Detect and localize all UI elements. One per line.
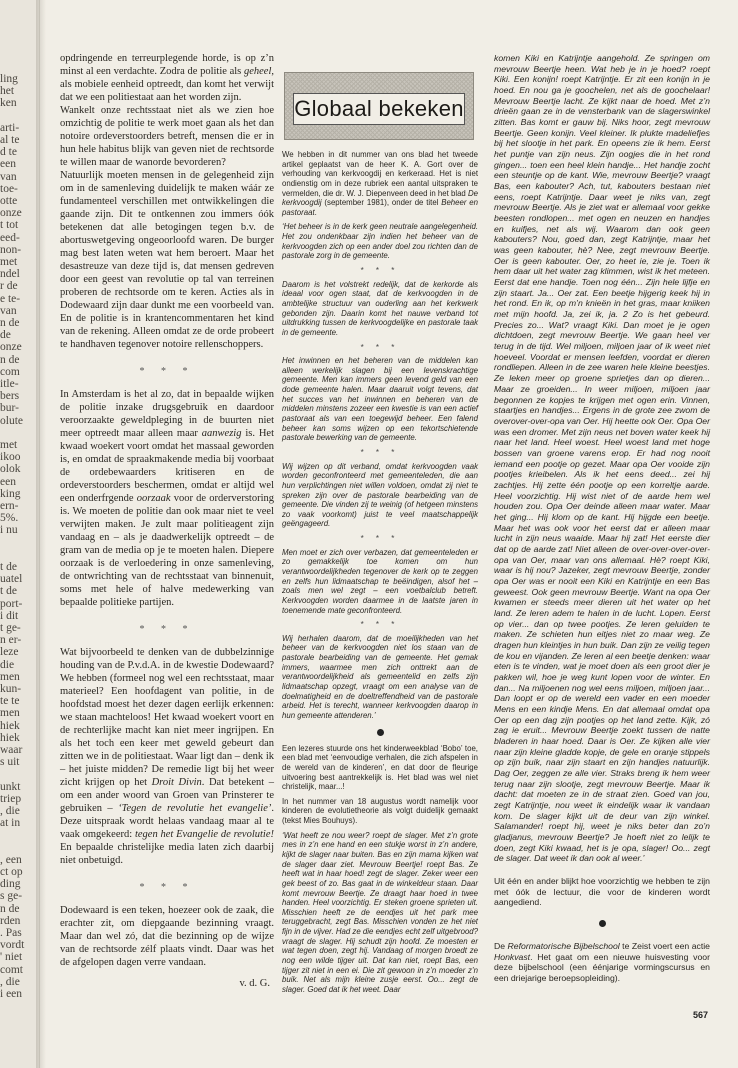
prev-page-fragment: eed- <box>0 231 20 244</box>
prev-page-fragment: n er- <box>0 634 22 647</box>
prev-page-fragment: onze <box>0 341 22 354</box>
paragraph: In Amsterdam is het al zo, dat in bepaalde wijken de politie inzake drugsgebruik en daardoor veroorzaakte geweldpleging in de buurten niet meer optreedt maar alleen maar aanwezig is. Het kwaad woekert voort omdat het massaal geworden is, en omdat de spraakmakende media bij voorbaat de ordebewaarders kritiseren en de ordeverstoorders beschermen, omdat er altijd wel een onderfrgende oorzaak voor de orderverstoring is. We moeten de politie dan ook maar niet te veel verwijten maken. Je zult maar politieagent zijn vandaag en – als je daadwerkelijk optreedt – de gram van de media op je te moeten halen. Diepere oorzaak is de verloedering in onze samenleving, de ontwrichting van de rechtsstaat van binnenuit, soms met hele of halve medewerking van bepaalde politieke partijen. <box>60 389 275 608</box>
prev-page-fragment: kun- <box>0 683 22 695</box>
paragraph: Uit één en ander blijkt hoe voorzichtig we hebben te zijn met óók de lectuur, die voor de kinderen wordt aangediend. <box>494 876 710 908</box>
bullet-dot <box>377 729 384 736</box>
prev-page-fragment: port- <box>0 597 23 610</box>
column-right <box>494 53 710 987</box>
prev-page-fragment: een <box>0 158 16 171</box>
paragraph: Dodewaard is een teken, hoezeer ook de zaak, die erachter zit, om diepgaande bezinning vraagt. Maar dan wel zó, dat die bezinning op de wijze van de rechtsorde zélf plaats vindt. Daar was het de afgelopen dagen verre vandaan. <box>60 905 274 968</box>
paragraph: opdringende en terreurplegende horde, is op z’n minst al een verdachte. Zodra de politie als geheel, als mobiele eenheid optreedt, dan komt het verwijt dat we een politiestaat aan het worden zijn. <box>60 53 274 103</box>
paragraph: Natuurlijk moeten mensen in de gelegenheid zijn om in de samenleving duidelijk te maken wáár ze fundamenteel verschillen met ontwikkelingen die gaande zijn. Dit te ontkennen zou immers óók betekenen dat alle betogingen tegen b.v. de abortuswetgeving ongeoorloofd waren. De burger mag best laten weten wat hem beroert. Maar het desastreuze van deze tijd is, dat mensen gedreven door een geest van revolutie op tal van terreinen proberen de rechtsorde om te keren. Acties als in Dodewaard zijn daar dunkt me een voorbeeld van. En de politie is in krantencommentaren het kind van de rekening. Alleen omdat ze de orde probeert te handhaven tegenover notoire rellenschoppers. <box>60 170 274 350</box>
quote-paragraph: Wij wijzen op dit verband, omdat kerkvoogden vaak worden geconfronteerd met gemeenteleden, die aan hun verplichtingen niet willen voldoen, omdat zij niet te spreken zijn over de pastorale bearbeiding van de gemeente. Die vinden zij te weinig (of hetgeen minstens zo vaak voorkomt) juist te veel maatschappelijk geëngageerd. <box>282 461 478 529</box>
prev-page-fragment: . Pas <box>0 927 22 939</box>
prev-page-fragment: hiek <box>0 731 20 744</box>
prev-page-fragment: n de <box>0 317 20 329</box>
prev-page-fragment: n de <box>0 902 20 915</box>
quote-paragraph: Wij herhalen daarom, dat de moeilijkheden van het beheer van de kerkvoogden niet los staan van de pastorale bearbeiding van de gemeente. Het gemak immers, waarmee men zich onttrekt aan de verantwoordelijkheid als gemeentelid en zelfs zijn lidmaatschap opzegt, vraagt om een analyse van de doelmatigheid en de doeltreffendheid van de pastorale arbeid. Het is terecht, wanneer kerkvoogden daarop in hun gemeente attenderen.’ <box>282 633 478 720</box>
prev-page-fragment: ndel <box>0 268 20 281</box>
prev-page-fragment: arti- <box>0 121 20 134</box>
prev-page-fragment: , die <box>0 975 20 988</box>
prev-page-fragment: s uit <box>0 756 20 769</box>
prev-page-fragment: bers <box>0 390 20 403</box>
quote-paragraph: Men moet er zich over verbazen, dat gemeenteleden er zo gemakkelijk toe komen om hun verantwoordelijkheden tegenover de kerk op te zeggen en zelfs hun lidmaatschap te beëindigen, alsof het – zoals men wel zegt – een voetbalclub betreft. Kerkvoogden worden daarmee in de laatste jaren in toenemende mate geconfronteerd. <box>282 547 478 615</box>
prev-page-fragment: itle- <box>0 378 19 390</box>
prev-page-fragment: , een <box>0 853 22 866</box>
prev-page-fragment: te te <box>0 695 20 708</box>
prev-page-fragment: een <box>0 475 16 488</box>
prev-page-fragment: ' niet <box>0 951 23 964</box>
column-left <box>60 52 274 990</box>
story-paragraph: ‘Wat heeft ze nou weer? roept de slager. Met z’n grote mes in z’n ene hand en een stukje worst in z’n andere, kijkt de slager naar buiten. Bas en zijn mama kijken wat de slager daar ziet. Mevrouw Beertje! roept Bas. Ze heeft wat in haar hoed! zegt de slager. Zeker weer een gek beest of zo. Bas gaat in de winkeldeur staan. Daar komt mevrouw Beertje. Ze draagt haar hoed in twee handen. Heel voorzichtig. Er steken groene sprieten uit. Misschien heeft ze de eendjes uit het park mee teruggebracht, zegt Bas. Misschien vonden ze het niet fijn in de vijver. Had ze die eendjes echt zelf uitgebrood? vraagt de slager. Hij schudt zijn hoofd. Ze moesten er wat tegen doen, zegt hij. Vandaag of morgen broedt ze nog een wilde tijger uit. Dat kan niet, roept Bas, een tijger zit niet in een ei. Die zit gewoon in z’n moeder z’n buik. Net als mijn kleine zusje eerst. Oo... zegt de slager. Goed dat ik het weet. Daar <box>282 830 478 994</box>
section-separator: * * * <box>139 366 195 377</box>
section-separator: * * * <box>360 534 400 544</box>
prev-page-fragment: leze <box>0 646 19 659</box>
prev-page-fragment: 5%. <box>0 512 19 525</box>
story-paragraph: komen Kiki en Katrijntje aangehold. Ze springen om mevrouw Beertje heen. Wat heb je in je hoed? roept Kiki. Een konijn! roept Katrijntje. Er zit een konijn in je hoed. En nou ga je goochelen, net als de goochelaar! Mevrouw Beertje lacht. Ze kijkt naar de hoed. Met z’n drieën gaan ze in de vensterbank van de slagerswinkel zitten. Bas komt er gauw bij. Niks hoor, zegt mevrouw Beertje. Geen konijn. Veel kleiner. Ik plukte madeliefjes bij het slootje in het park. En opeens zie ik hem. Eerst het puntje van zijn neus. Zijn oogjes die in het rond gingen... toen een heel klein handje... Het handje zocht een steuntje op de kant. Wie, mevrouw Beertje? vraagt Bas, een kabouter? Ach, tut, kabouters bestaan niet eens, roept Katrijntje. Daar weet je niks van, zegt mevrouw Beertje. Als je ziet wat er allemaal voor gekke beesten rondlopen... met ogen en neuzen en handjes en kuifjes, net als wij. Waarom dan ook geen kabouters? Nou, goed dan, zegt Katrijntje, maar het was geen kabouter, hè? Nee, zegt mevrouw Beertje. Oer is geen kabouter. Oer, zo heet ie, zie je. Toen ik hem daar uit het water zag klimmen, wist ik het meteen. Eerst dat ene handje. Toen nog één... Zijn hele lijfje en zijn staart. Ja... Oer zat. Een beetje hijgerig keek hij in het rond. En ik, op m’n knieën in het gras, maar kniiken met mijn hoofd. Ja, zei ik, ja. 2 Zo is het gebeurd. Precies zo... Wat? vraagt Kiki. Dan moet je je ogen dichtdoen, zegt mevrouw Beertje. We gaan heel ver terug in de tijd. Wel miljoen, miljoen jaar of ik weet niet hoeveel. Voordat er mensen leefden, voordat er dieren rondliepen. Alleen in de zee waren hele kleine beestjes. Ze leken meer op groene sprietjes dan op dieren... Maar ze groeiden... In weer miljoen, miljoen jaar begonnen ze kopjes te krijgen met ogen erin. Vinnen, staartjes en handjes... Ergens in de grote zee zwom de overover-over-opa van Oer. Hij heette ook Oer. Opa Oer was een dromer. Met zijn neus net boven water keek hij naar het land. Heel woest. Heel woest land met hoge bossen van groene varens erop. Er had nog nooit iemand een pootje op gezet. Maar opa Oer vooide zijn pootjes krieibelen. Als ik het eens deed... zei hij zachtjes. Hij zette één pootje op een korreltje aarde. Heel voorzichtig. Hij wist niet of de aarde hem wel houden zou. Opa Oer deinde alleen maar water. Maar het ging... Hij klom op de kant. Hij hijgde een beetje. Maar het was ook voor het eerst dat er alleen maar lucht in zijn neus waaide. Maar hij zat! Het eerste dier dat op de aarde zat! Niet alleen de over-over-over-over-opa van Oer, maar van ons allemaal. Hè? roept Kiki, waar is hij nou? Jazeker, zegt mevrouw Beertje, zonder opa Oer was er nooit een Kiki en Katrijntje en een Bas geweest. Ook geen mevrouw Beertje. Want na opa Oer kwamen er steeds meer dieren uit het water op het land. Ze leren adem te halen in de lucht. Lopen. Eerst op vier... dan op twee pootjes. Ze leren geluiden te maken. Ze schieten hun eitjes niet zo maar weg. Ze dragen hun kleintjes in hun buik. Dan zijn ze veilig tegen de kou en vijanden. Ze leren al een beetje denken: waar eten is te vinden, wat je moet doen als een groot dier je pakken wil, hoe je weg kunt lopen voor de winter. En dan... Na miljoenen nog wel eens miljoen, miljoen jaar... Dan loopt er op de wereld een vader en een moeder Mens en een kindje Mens. En dat allemaal omdat opa Oer op een dag zijn pootjes op het land zette. Kijk, zó zag ie eruit... Mevrouw Beertje zoekt tussen de natte bladeren in haar hoed. Daar is Oer. Ze kijken alle vier naar zijn kleine gladde kopje, de gele en oranje stippels op zijn buik, naar zijn staart en zijn handjes natuurlijk. Dag Oer, zeggen ze alle vier. Straks breng ik hem weer terug naar zijn slootje, zegt mevrouw Beertje. Maar ik dacht: dat moeten ze in de straat zien. Goed van jou, zegt Katrijntje, nou weet ik eindelijk waar ik vandaan kom. De slager kijkt uit de deur van zijn winkel. Salamander! roept hij, weet je niks beter dan zo’n gladjanus, mevrouw Beertje? Je hoeft niet zo lelijk te doen, zegt Kiki kwaad, het is je opa, slager! Oo... zegt de slager. Dat weet ik dan ook al weer.’ <box>494 53 710 864</box>
paragraph: We hebben in dit nummer van ons blad het tweede artikel geplaatst van de heer K. A. Gort over de verhouding van kerkvoogdij en kerkeraad. Het is niet ondienstig om in deze rubriek een aantal uitspraken te vermelden, die dr. W. J. Diepenveen deed in het blad De kerkvoogdij (september 1981), onder de titel Beheer en pastoraat. <box>282 150 479 217</box>
prev-page-fragment: het <box>0 85 15 98</box>
prev-page-fragment: t de <box>0 561 17 573</box>
prev-page-fragment: ikoo <box>0 451 21 464</box>
paragraph: Wat bijvoorbeeld te denken van de dubbelzinnige houding van de P.v.d.A. in de kwestie Dodewaard? We hebben (formeel nog wel een rechtsstaat, maar materieel? Een hoofdagent van politie, in de hoofdstad moest het dezer dagen eerlijk erkennen: we staan machteloos! Het kwaad woekert voort en de rechterlijke macht kan niet meer ingrijpen. En als het toch een keer met geweld gebeurt dan zitten we in de politiestaat. Waar ligt dan – denk ik – het juiste midden? De remedie ligt bij het weer zicht krijgen op het Droit Divin. Dat betekent – om een ander woord van Groen van Prinsterer te gebruiken – ‘Tegen de revolutie het evangelie’. Deze uitspraak wordt helaas vandaag maar al te vaak omgekeerd: tegen het Evangelie de revolutie! En bepaalde christelijke media laten zich daarbij niet onbetuigd. <box>60 647 274 866</box>
prev-page-fragment: die <box>0 658 15 671</box>
prev-page-fragment: e te- <box>0 292 21 305</box>
prev-page-fragment: t tot <box>0 219 19 232</box>
prev-page-fragment: at in <box>0 817 21 830</box>
prev-page-fragment: non- <box>0 243 22 256</box>
prev-page-fragment: d te <box>0 146 17 159</box>
prev-page-fragment: r de <box>0 280 18 293</box>
prev-page-fragment: met <box>0 256 18 268</box>
bullet-dot <box>599 920 606 927</box>
paragraph: Een lezeres stuurde ons het kinderweekblad ‘Bobo’ toe, een blad met ‘eenvoudige verhalen, die zich afspelen in de wereld van de kinderen’, en dat door de fleurige uitvoering best aantrekkelijk is. Het blad was wel niet christelijk, maar...! <box>282 743 478 792</box>
column-middle <box>282 52 478 1000</box>
paragraph: Wankelt onze rechtsstaat niet als we zien hoe omzichtig de politie te werk moet gaan als het dan notoire ordeverstoorders betreft, mensen die er in hun hele habitus blijk van geven niet de rechtsorde te willen maar de wanorde bevorderen? <box>60 105 274 168</box>
prev-page-fragment: van <box>0 170 17 183</box>
prev-page-fragment: s ge- <box>0 890 23 903</box>
prev-page-fragment: uatel <box>0 573 23 586</box>
quote-paragraph: Het inwinnen en het beheren van de middelen kan alleen werkelijk slagen bij een levenskrachtige gemeente. Men kan immers geen levend geld van een dode gemeente halen. Maar daaruit volgt tevens, dat het succes van het inwinnen en beheren van de middelen minstens zozeer een kwestie is van een actief pastoraat als van een toegewijd beheer. Een falend beheer kan soms wijzen op een tekortschietende pastorale bewerking van de gemeente. <box>282 356 478 443</box>
prev-page-fragment: men <box>0 707 20 720</box>
prev-page-fragment: king <box>0 487 21 500</box>
prev-page-fragment: vordt <box>0 939 25 952</box>
paragraph: In het nummer van 18 augustus wordt namelijk voor kinderen de evolutietheorie als volgt duidelijk gemaakt (tekst Mies Bouhuys). <box>282 796 478 826</box>
prev-page-fragment: triep <box>0 792 22 805</box>
prev-page-fragment: de <box>0 329 11 342</box>
prev-page-fragment: n de <box>0 353 20 366</box>
prev-page-fragment: comt <box>0 963 23 976</box>
prev-page-fragment: men <box>0 670 20 683</box>
prev-page-fragment: van <box>0 304 17 317</box>
prev-page-fragment: ct op <box>0 866 23 878</box>
section-separator: * * * <box>139 882 195 893</box>
prev-page-fragment: t ge- <box>0 622 21 634</box>
prev-page-fragment: onze <box>0 207 22 220</box>
prev-page-fragment: bur- <box>0 402 19 415</box>
prev-page-fragment: rden <box>0 914 21 927</box>
prev-page-fragment: hiek <box>0 719 20 732</box>
section-separator: * * * <box>360 447 400 457</box>
prev-page-fragment: i dit <box>0 609 19 622</box>
page-title: Globaal bekeken <box>294 96 464 122</box>
paragraph: De Reformatorische Bijbelschool te Zeist voert een actie Honkvast. Het gaat om een nieuwe huisvesting voor deze bijbelschool (een éénjarige vormingscursus en een driejarige beroepsopleiding). <box>494 941 710 984</box>
prev-page-fragment: ling <box>0 73 18 85</box>
previous-page-edge <box>0 0 40 1068</box>
prev-page-fragment: ding <box>0 878 21 891</box>
prev-page-fragment: olute <box>0 414 23 427</box>
section-separator: * * * <box>360 342 400 352</box>
prev-page-fragment: t de <box>0 585 17 598</box>
title-banner <box>284 72 474 140</box>
prev-page-fragment: com <box>0 365 20 378</box>
prev-page-fragment: i nu <box>0 524 18 537</box>
quote-paragraph: Daarom is het volstrekt redelijk, dat de kerkorde als ideaal voor ogen staat, dat de kerkvoogden in de ambtelijke structuur van ouderling aan het kerkwerk gebonden zijn. Daarin komt het nauwe verband tot uitdrukking tussen de kerkvoogdelijke en pastorale taak in de gemeente. <box>282 279 478 337</box>
prev-page-fragment: ern- <box>0 500 19 512</box>
spine-shadow <box>36 0 46 1068</box>
prev-page-fragment: i een <box>0 988 23 1000</box>
author-signature: v. d. G. <box>239 978 270 989</box>
section-separator: * * * <box>360 266 400 276</box>
title-box <box>293 93 465 125</box>
prev-page-fragment: toe- <box>0 182 18 195</box>
prev-page-fragment: ken <box>0 97 17 110</box>
prev-page-fragment: , die <box>0 805 20 817</box>
prev-page-fragment: waar <box>0 744 23 756</box>
page-number: 567 <box>692 1010 708 1020</box>
quote-paragraph: ‘Het beheer is in de kerk geen neutrale aangelegenheid. Het zou ondenkbaar zijn indien het beheer van de kerkvoogden zich op een ander doel zou richten dan de pastorale zorg in de gemeente. <box>282 222 478 261</box>
prev-page-fragment: al te <box>0 134 20 146</box>
prev-page-fragment: unkt <box>0 780 21 793</box>
section-separator: * * * <box>360 620 400 630</box>
prev-page-fragment: otte <box>0 195 18 207</box>
prev-page-fragment: olok <box>0 463 21 476</box>
prev-page-fragment: met <box>0 439 18 451</box>
section-separator: * * * <box>139 624 195 635</box>
